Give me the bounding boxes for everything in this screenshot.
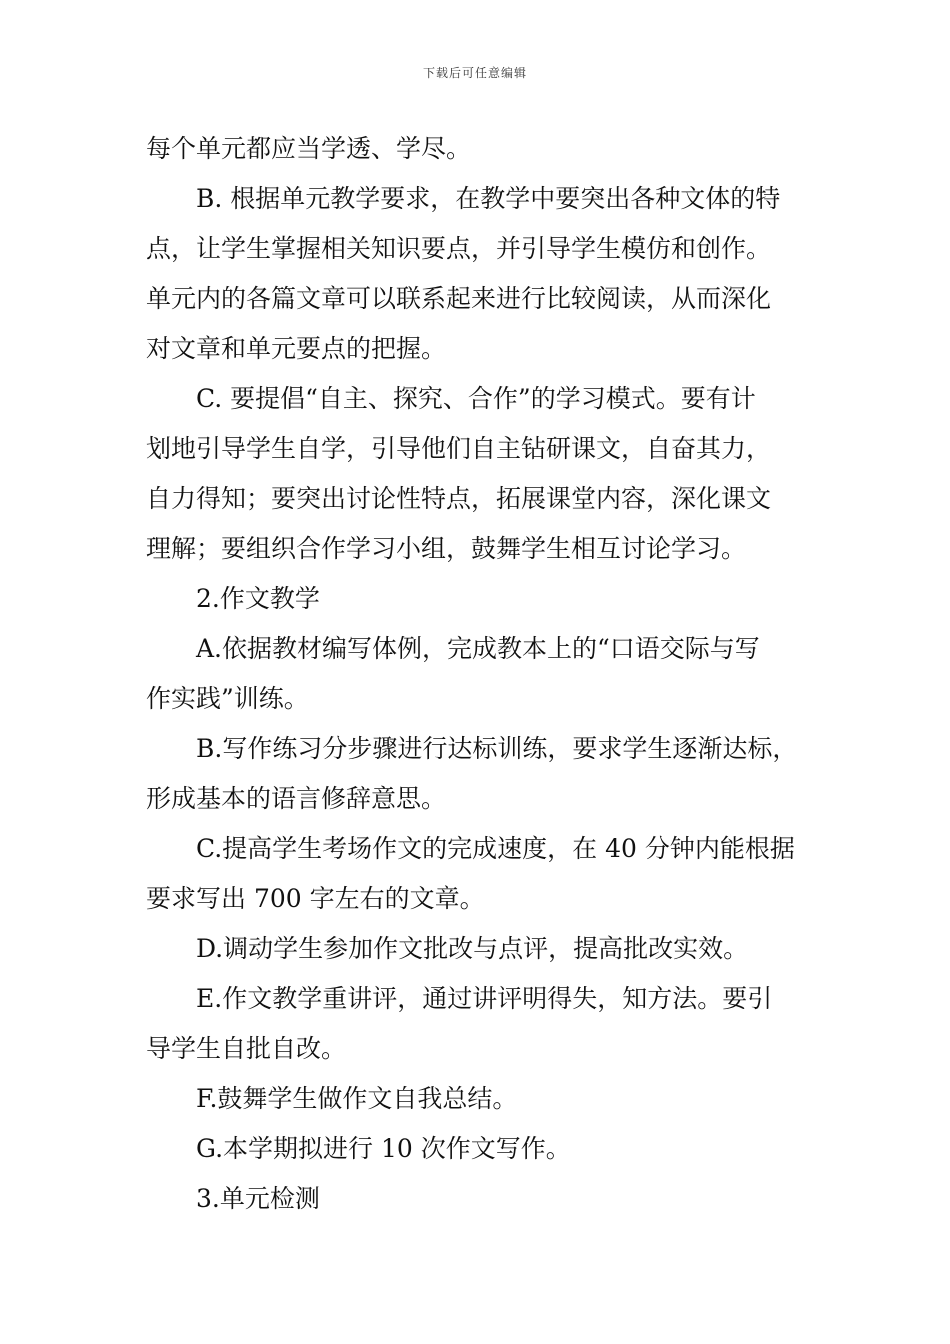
text-line: 要求写出 700 字左右的文章。 bbox=[146, 884, 485, 913]
text-line: B. 根据单元教学要求，在教学中要突出各种文体的特 bbox=[196, 184, 781, 213]
section-heading: 2.作文教学 bbox=[196, 584, 320, 613]
text-line: D.调动学生参加作文批改与点评，提高批改实效。 bbox=[196, 934, 749, 963]
document-body bbox=[146, 124, 810, 1224]
text-line: 导学生自批自改。 bbox=[146, 1034, 347, 1063]
text-line: C. 要提倡“自主、探究、合作”的学习模式。要有计 bbox=[196, 384, 756, 413]
text-line: 每个单元都应当学透、学尽。 bbox=[146, 134, 472, 163]
text-line: 理解；要组织合作学习小组，鼓舞学生相互讨论学习。 bbox=[146, 534, 747, 563]
text-line: 自力得知；要突出讨论性特点，拓展课堂内容，深化课文 bbox=[146, 484, 772, 513]
text-line: B.写作练习分步骤进行达标训练，要求学生逐渐达标， bbox=[196, 734, 798, 763]
text-line: F.鼓舞学生做作文自我总结。 bbox=[196, 1084, 518, 1113]
page-header: 下载后可任意编辑 bbox=[422, 66, 527, 80]
text-line: C.提高学生考场作文的完成速度，在 40 分钟内能根据 bbox=[196, 834, 795, 863]
text-line: 形成基本的语言修辞意思。 bbox=[146, 784, 447, 813]
text-line: 单元内的各篇文章可以联系起来进行比较阅读，从而深化 bbox=[146, 284, 772, 313]
text-line: 划地引导学生自学，引导他们自主钻研课文，自奋其力， bbox=[146, 434, 772, 463]
text-line: 对文章和单元要点的把握。 bbox=[146, 334, 447, 363]
text-line: G.本学期拟进行 10 次作文写作。 bbox=[196, 1134, 571, 1163]
section-heading: 3.单元检测 bbox=[196, 1184, 320, 1213]
text-line: 作实践”训练。 bbox=[146, 684, 309, 713]
text-line: 点，让学生掌握相关知识要点，并引导学生模仿和创作。 bbox=[146, 234, 772, 263]
text-line: A.依据教材编写体例，完成教本上的“口语交际与写 bbox=[196, 634, 760, 663]
text-line: E.作文教学重讲评，通过讲评明得失，知方法。要引 bbox=[196, 984, 773, 1013]
